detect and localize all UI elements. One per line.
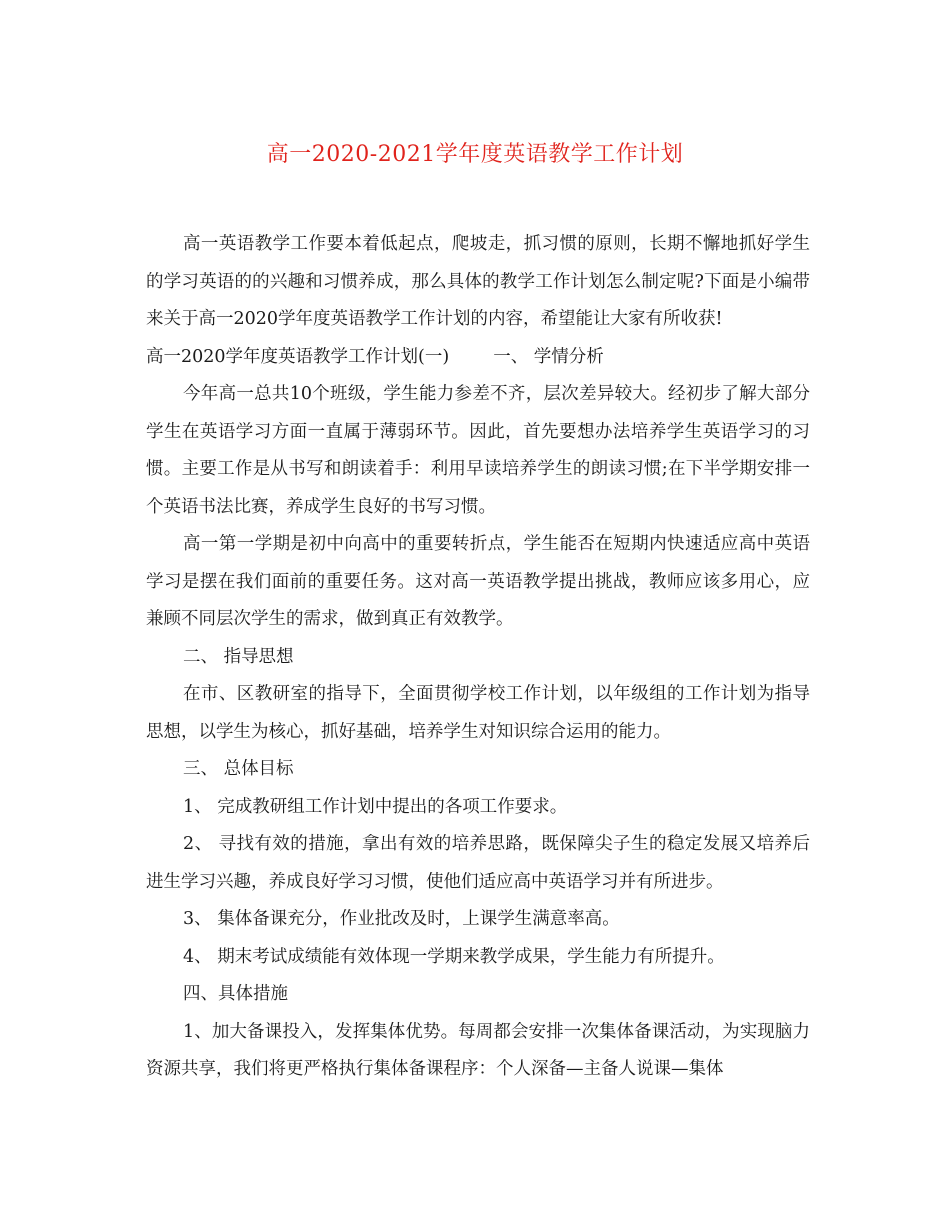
section-4-item-1: 1、加大备课投入，发挥集体优势。每周都会安排一次集体备课活动，为实现脑力资源共享，我们将更严格执行集体备课程序：个人深备—主备人说课—集体 [146,1021,810,1079]
document-body [146,226,810,1089]
section-2-heading: 二、 指导思想 [183,646,294,667]
section-3-heading: 三、 总体目标 [183,759,294,779]
document-title: 高一2020-2021学年度英语教学工作计划 [266,142,684,167]
section-2-paragraph-1: 在市、区教研室的指导下，全面贯彻学校工作计划，以年级组的工作计划为指导思想，以学生为核心，抓好基础，培养学生对知识综合运用的能力。 [146,684,810,742]
part-title: 高一2020学年度英语教学工作计划(一) [146,346,450,367]
part-title-line [146,339,810,377]
section-4-heading: 四、具体措施 [183,984,288,1004]
section-1-paragraph-1: 今年高一总共10个班级，学生能力参差不齐，层次差异较大。经初步了解大部分学生在英语学习方面一直属于薄弱环节。因此，首先要想办法培养学生英语学习的习惯。主要工作是从书写和朗读着手：利用早读培养学生的朗读习惯;在下半学期安排一个英语书法比赛，养成学生良好的书写习惯。 [146,384,810,517]
section-3-item-2: 2、 寻找有效的措施，拿出有效的培养思路，既保障尖子生的稳定发展又培养后进生学习兴趣，养成良好学习习惯，使他们适应高中英语学习并有所进步。 [146,834,810,892]
section-3-item-4: 4、 期末考试成绩能有效体现一学期来教学成果，学生能力有所提升。 [183,946,725,967]
section-3-item-1: 1、 完成教研组工作计划中提出的各项工作要求。 [183,796,568,817]
section-3-item-3: 3、 集体备课充分，作业批改及时，上课学生满意率高。 [183,909,620,929]
intro-paragraph: 高一英语教学工作要本着低起点，爬坡走，抓习惯的原则，长期不懈地抓好学生的学习英语的的兴趣和习惯养成，那么具体的教学工作计划怎么制定呢?下面是小编带来关于高一2020学年度英语教学工作计划的内容，希望能让大家有所收获! [146,234,810,329]
section-1-heading: 一、 学情分析 [493,346,604,367]
section-1-paragraph-2: 高一第一学期是初中向高中的重要转折点，学生能否在短期内快速适应高中英语学习是摆在我们面前的重要任务。这对高一英语教学提出挑战，教师应该多用心，应兼顾不同层次学生的需求，做到真正有效教学。 [146,534,810,629]
